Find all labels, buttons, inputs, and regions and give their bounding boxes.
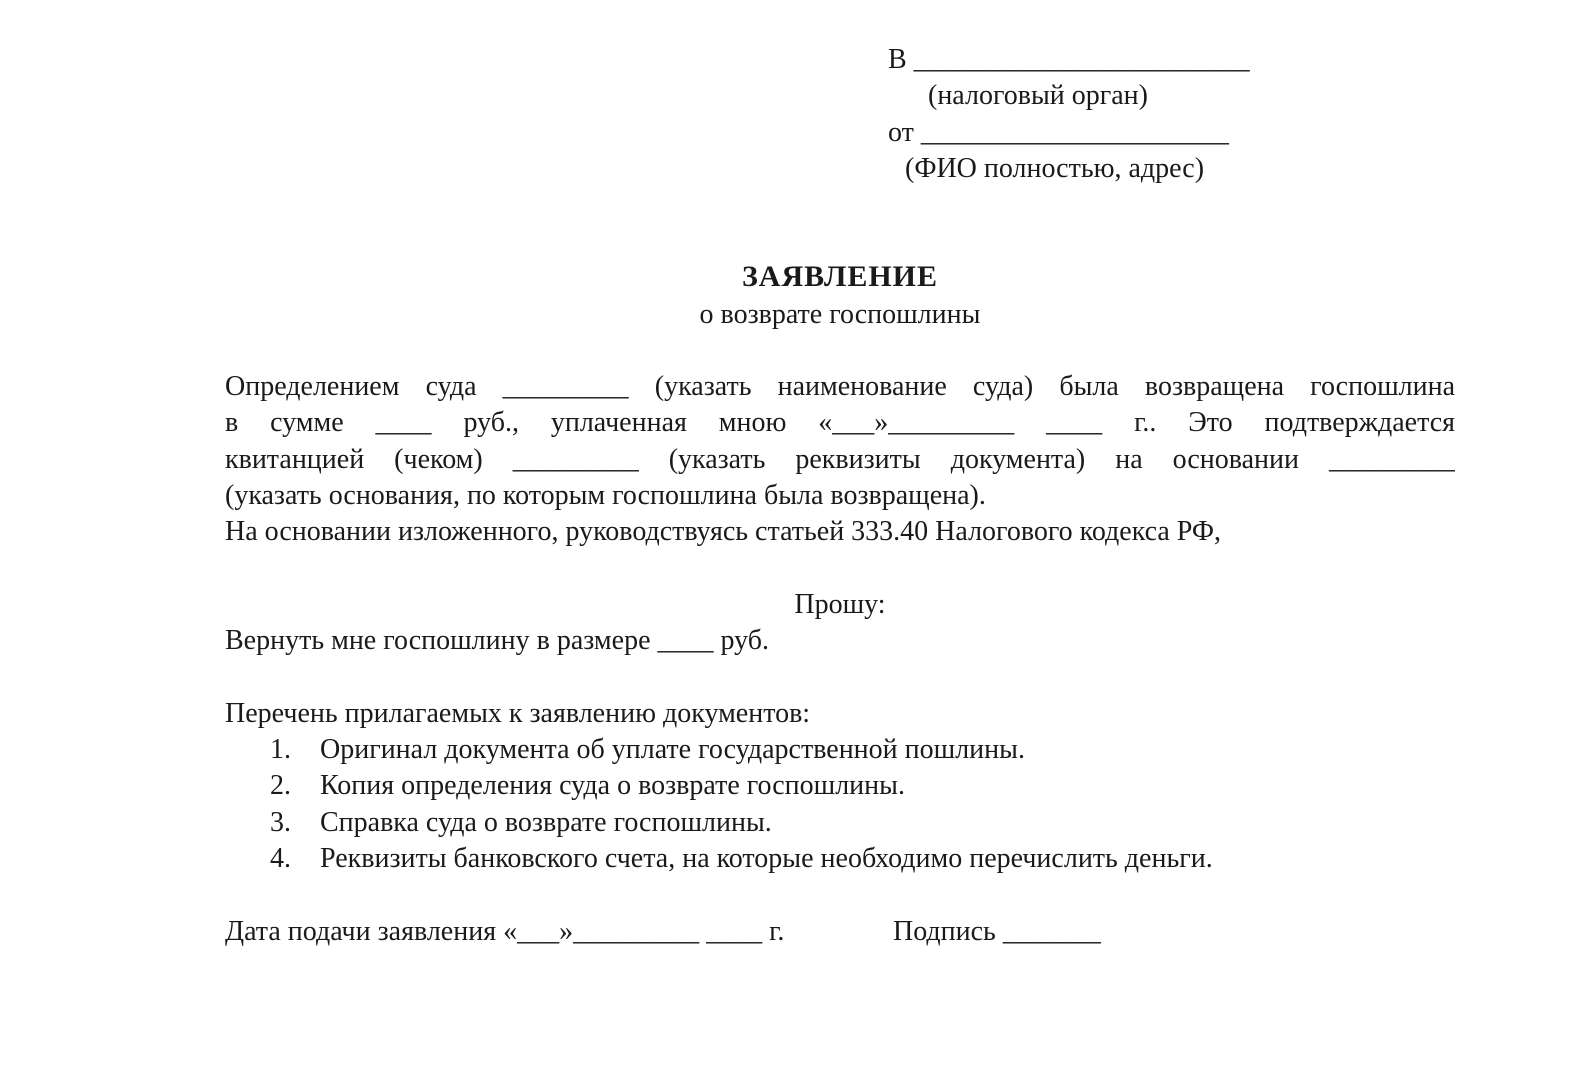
attachment-number: 2. <box>270 770 291 801</box>
signature-line: Подпись _______ <box>893 916 1101 947</box>
body-line-3: квитанцией (чеком) _________ (указать реквизиты документа) на основании _________ <box>225 444 1455 475</box>
request-heading: Прошу: <box>794 589 886 620</box>
attachment-number: 3. <box>270 807 291 838</box>
submission-date: Дата подачи заявления «___»_________ ____ г. <box>225 916 785 947</box>
body-line-1: Определением суда _________ (указать наименование суда) была возвращена госпошлина <box>225 371 1455 402</box>
attachment-number: 4. <box>270 843 291 874</box>
document-subtitle: о возврате госпошлины <box>699 299 981 330</box>
addressee-caption: (налоговый орган) <box>928 80 1148 111</box>
attachment-item: Справка суда о возврате госпошлины. <box>320 807 772 838</box>
body-line-2: в сумме ____ руб., уплаченная мною «___»_________ ____ г.. Это подтверждается <box>225 407 1455 438</box>
addressee-line: В ________________________ <box>888 44 1250 75</box>
attachment-item: Копия определения суда о возврате госпошлины. <box>320 770 905 801</box>
basis-line: На основании изложенного, руководствуясь статьей 333.40 Налогового кодекса РФ, <box>225 516 1222 547</box>
attachment-item: Оригинал документа об уплате государственной пошлины. <box>320 734 1025 765</box>
attachment-number: 1. <box>270 734 291 765</box>
body-line-4: (указать основания, по которым госпошлина была возвращена). <box>225 480 986 511</box>
sender-line: от ______________________ <box>888 117 1229 148</box>
sender-caption: (ФИО полностью, адрес) <box>905 153 1205 184</box>
attachments-heading: Перечень прилагаемых к заявлению документов: <box>225 698 811 729</box>
document-title: ЗАЯВЛЕНИЕ <box>741 260 939 293</box>
attachment-item: Реквизиты банковского счета, на которые необходимо перечислить деньги. <box>320 843 1213 874</box>
request-text: Вернуть мне госпошлину в размере ____ руб. <box>225 625 770 656</box>
